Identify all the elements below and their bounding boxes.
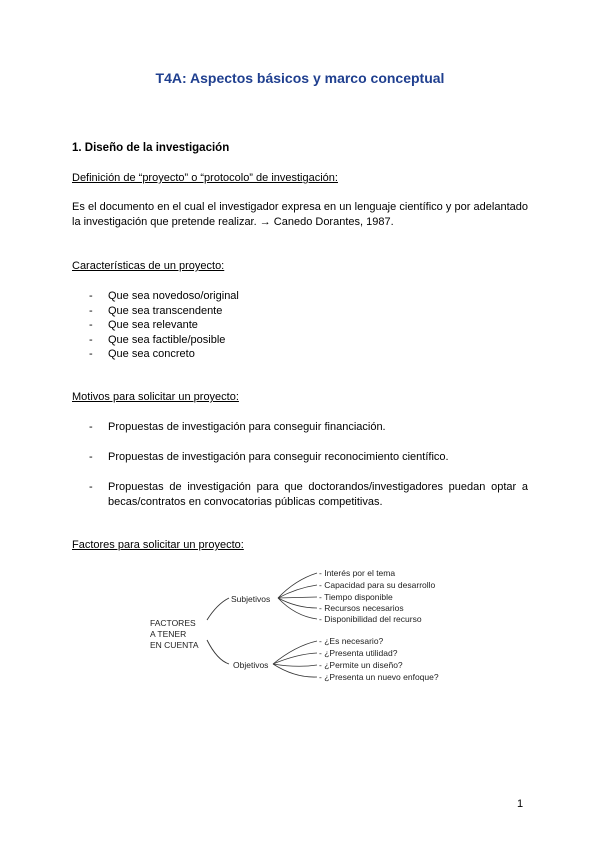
subjective-label: Subjetivos	[231, 594, 271, 604]
motives-list	[89, 420, 528, 510]
factors-diagram	[145, 560, 465, 700]
objective-item-text: ¿Presenta utilidad?	[324, 648, 398, 658]
subjective-item	[319, 568, 395, 578]
objective-item	[319, 648, 398, 658]
list-item-text: Que sea concreto	[108, 348, 195, 361]
list-marker: -	[89, 319, 93, 332]
item-marker: -	[319, 636, 322, 646]
objective-item	[319, 672, 439, 682]
objective-item	[319, 636, 384, 646]
list-item-text: Que sea transcendente	[108, 304, 223, 317]
list-item-text: Que sea factible/posible	[108, 333, 226, 346]
objective-label: Objetivos	[233, 660, 269, 670]
characteristics-heading: Características de un proyecto:	[72, 260, 225, 272]
diagram-root-line-3: EN CUENTA	[150, 640, 199, 650]
list-item	[89, 420, 528, 435]
subjective-item	[319, 614, 422, 624]
connector-line	[273, 664, 317, 666]
list-item	[89, 333, 239, 348]
section-heading: 1. Diseño de la investigación	[72, 142, 230, 154]
diagram-root-line-1: FACTORES	[150, 618, 196, 628]
connector-line	[278, 597, 317, 598]
item-marker: -	[319, 660, 322, 670]
list-item	[89, 304, 239, 319]
objective-item-text: ¿Presenta un nuevo enfoque?	[324, 672, 439, 682]
connector-line	[278, 573, 317, 598]
branch-line-objective	[207, 640, 229, 664]
factors-heading: Factores para solicitar un proyecto:	[72, 539, 244, 551]
subjective-item-text: Capacidad para su desarrollo	[324, 580, 436, 590]
list-marker: -	[89, 290, 93, 302]
objective-item-text: ¿Permite un diseño?	[324, 660, 403, 670]
motives-heading: Motivos para solicitar un proyecto:	[72, 391, 239, 403]
item-marker: -	[319, 603, 322, 613]
subjective-item-text: Interés por el tema	[324, 568, 396, 578]
item-marker: -	[319, 648, 322, 658]
item-marker: -	[319, 614, 322, 624]
definition-paragraph: Es el documento en el cual el investigador expresa en un lenguaje científico y por adelantado la investigación que pretende realizar. → Canedo Dorantes, 1987.	[72, 201, 528, 228]
item-marker: -	[319, 592, 322, 602]
subjective-connectors	[278, 573, 317, 619]
objective-connectors	[273, 641, 317, 677]
document-title: T4A: Aspectos básicos y marco conceptual	[155, 70, 445, 86]
list-marker: -	[89, 481, 93, 493]
characteristics-list	[89, 289, 239, 362]
list-item-text: Que sea relevante	[108, 319, 198, 332]
list-item-text: Propuestas de investigación para que doctorandos/investigadores puedan optar a becas/contratos en convocatorias públicas competitivas.	[108, 481, 528, 508]
list-item	[89, 480, 528, 510]
subjective-item	[319, 592, 393, 602]
connector-line	[278, 585, 317, 598]
list-item-text: Que sea novedoso/original	[108, 290, 239, 302]
subjective-item-text: Recursos necesarios	[324, 603, 404, 613]
connector-line	[273, 641, 317, 664]
list-marker: -	[89, 304, 93, 317]
list-marker: -	[89, 348, 93, 361]
subjective-item	[319, 603, 404, 613]
item-marker: -	[319, 672, 322, 682]
list-item	[89, 450, 528, 465]
list-marker: -	[89, 421, 93, 433]
list-item-text: Propuestas de investigación para conseguir reconocimiento científico.	[108, 451, 449, 463]
objective-item	[319, 660, 403, 670]
list-marker: -	[89, 451, 93, 463]
list-item	[89, 347, 239, 362]
list-item	[89, 318, 239, 333]
item-marker: -	[319, 568, 322, 578]
subjective-item-text: Disponibilidad del recurso	[324, 614, 422, 624]
list-item	[89, 289, 239, 304]
subjective-item	[319, 580, 436, 590]
branch-line-subjective	[207, 598, 229, 620]
list-marker: -	[89, 333, 93, 346]
subjective-item-text: Tiempo disponible	[324, 592, 393, 602]
objective-item-text: ¿Es necesario?	[324, 636, 384, 646]
page-number: 1	[517, 798, 524, 810]
definition-heading: Definición de “proyecto” o “protocolo” de investigación:	[72, 172, 338, 184]
diagram-root-line-2: A TENER	[150, 629, 187, 639]
item-marker: -	[319, 580, 322, 590]
list-item-text: Propuestas de investigación para conseguir financiación.	[108, 421, 386, 433]
connector-line	[278, 598, 317, 608]
